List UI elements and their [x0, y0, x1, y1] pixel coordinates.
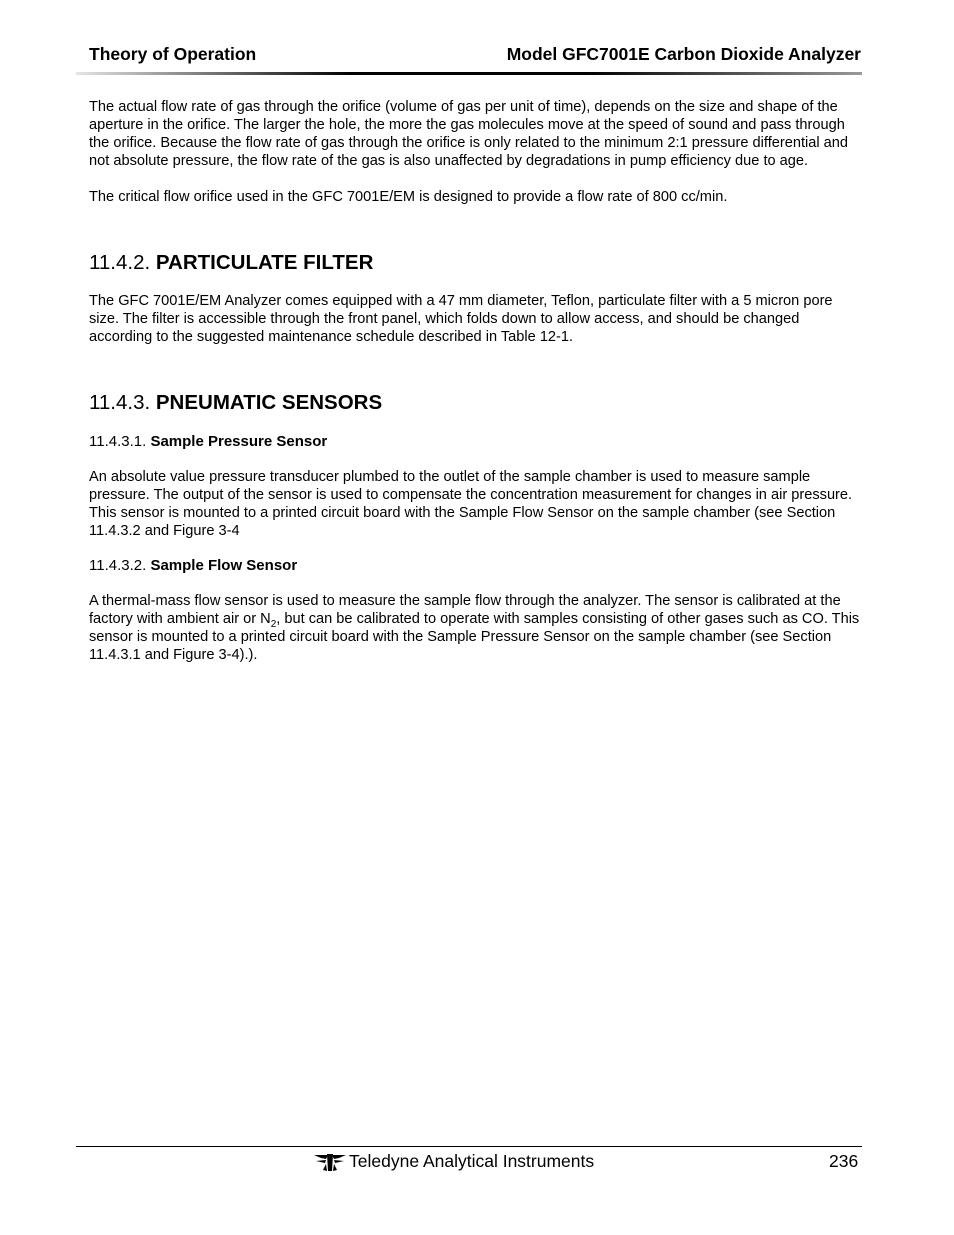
- section-number: 11.4.2.: [89, 251, 151, 274]
- paragraph-sample-flow-sensor: [89, 592, 865, 664]
- section-heading-particulate-filter: [89, 250, 865, 276]
- paragraph-particulate-filter: The GFC 7001E/EM Analyzer comes equipped with a 47 mm diameter, Teflon, particulate filter with a 5 micron pore size. The filter is accessible through the front panel, which folds down to allow access, and should be changed according to the suggested maintenance schedule described in Table 12-1.: [89, 293, 833, 345]
- page-number: 236: [829, 1151, 859, 1171]
- teledyne-logo-icon: [313, 1152, 347, 1172]
- header-section-title: Theory of Operation: [89, 44, 257, 64]
- header-rule: [76, 72, 862, 75]
- footer-company-name: Teledyne Analytical Instruments: [349, 1151, 595, 1171]
- text-run: A thermal-mass flow sensor is used to measure the sample flow through the analyzer. The sensor is calibrated at the factory with ambient air or N: [89, 593, 841, 627]
- footer-rule: [76, 1146, 862, 1147]
- paragraph-orifice-rate: The critical flow orifice used in the GFC 7001E/EM is designed to provide a flow rate of 800 cc/min.: [89, 189, 728, 205]
- paragraph-orifice-flow: The actual flow rate of gas through the orifice (volume of gas per unit of time), depends on the size and shape of the aperture in the orifice. The larger the hole, the more the gas molecules move at the speed of sound and pass through the orifice. Because the flow rate of gas through the orifice is only related to the minimum 2:1 pressure differential and not absolute pressure, the flow rate of the gas is also unaffected by degradations in pump efficiency due to age.: [89, 99, 849, 169]
- section-heading-pneumatic-sensors: [89, 390, 865, 416]
- section-title: PNEUMATIC SENSORS: [155, 391, 383, 414]
- page-header: [89, 44, 861, 66]
- subsection-heading-sample-flow-sensor: [89, 556, 865, 576]
- header-document-title: Model GFC7001E Carbon Dioxide Analyzer: [506, 44, 861, 64]
- page-footer: [0, 1150, 954, 1176]
- footer-brand: [313, 1151, 594, 1172]
- subsection-title: Sample Pressure Sensor: [150, 433, 328, 450]
- section-title: PARTICULATE FILTER: [155, 251, 374, 274]
- subscript: 2: [270, 618, 277, 630]
- text-run: , but can be calibrated to operate with samples consisting of other gases such as CO. This sensor is mounted to a printed circuit board with the Sample Pressure Sensor on the sample chamber (see Section 11.4.3.1 and Figure 3-4).).: [89, 611, 860, 663]
- subsection-title: Sample Flow Sensor: [150, 557, 298, 574]
- subsection-heading-sample-pressure-sensor: [89, 432, 865, 452]
- section-number: 11.4.3.: [89, 391, 151, 414]
- subsection-number: 11.4.3.2.: [89, 557, 147, 574]
- page-content: [89, 98, 865, 664]
- paragraph-sample-pressure-sensor: An absolute value pressure transducer plumbed to the outlet of the sample chamber is used to measure sample pressure. The output of the sensor is used to compensate the concentration measurement for changes in air pressure. This sensor is mounted to a printed circuit board with the Sample Flow Sensor on the sample chamber (see Section 11.4.3.2 and Figure 3-4: [89, 469, 853, 539]
- subsection-number: 11.4.3.1.: [89, 433, 147, 450]
